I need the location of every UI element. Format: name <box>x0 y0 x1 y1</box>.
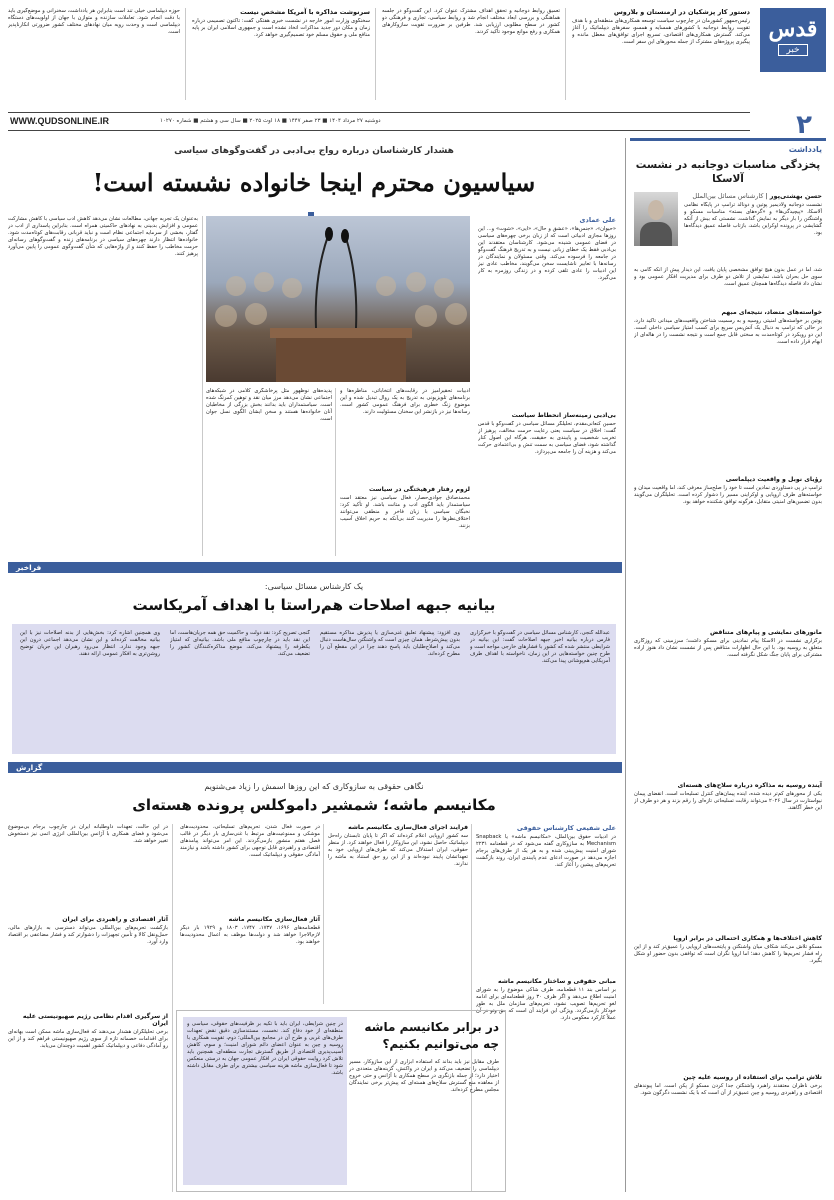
sidebar-label: یادداشت <box>788 145 822 154</box>
sidebar-author-role: کارشناس مسائل بین‌الملل <box>692 192 764 200</box>
lead-text: حسین کنعانی‌مقدم، تحلیلگر مسائل سیاسی در گفت‌وگو با قدس گفت: اخلاق در سیاست یعنی رعایت حرمت مخالف، پرهیز از تخریب شخصیت و پایبندی به حقیقت. هرگاه این اصول کنار گذاشته شود، فضای سیاسی به سمت تنش و بی‌اعتمادی حرکت می‌کند و هزینه آن را جامعه می‌پردازد. <box>478 421 616 455</box>
sidebar-intro-cont: شد، اما در عمل بدون هیچ توافق مشخصی پایان یافت. این دیدار پیش از آنکه گامی به سوی حل بحران باشد، نمایشی از تلاش دو طرف برای مدیریت افکار عمومی بود و نشان داد فاصله دیدگاه‌ها همچنان عمیق است. <box>634 267 822 287</box>
sidebar-intro: نشست دوجانبه ولادیمیر پوتین و دونالد ترامپ در پایگاه نظامی آلاسکا، «پیچیدگی‌ها» و «گره‌های بسته» مناسبات مسکو و واشنگتن را بار دیگر به نمایش گذاشت. نشستی که بیش از آنکه گشایشی در پرونده اوکراین باشد، بازتاب فاصله عمیق دیدگاه‌ها بود. <box>684 202 822 236</box>
top-item-title: سرنوشت مذاکره با آمریکا مشخص نیست <box>240 8 370 16</box>
lead-text: محمدصادق جوادی‌حصار، فعال سیاسی نیز معتقد است سیاستمدار باید الگوی ادب و متانت باشد. او تأکید کرد: نخبگان سیاسی با زبان فاخر و منطقی می‌توانند اختلاف‌نظرها را مدیریت کنند بی‌آنکه به حریم اخلاق آسیب بزنند. <box>340 495 470 529</box>
middle-col: گنجی تصریح کرد: نقد دولت و حاکمیت حق همه جریان‌هاست، اما این نقد باید در چارچوب منافع ملی باشد. بیانیه‌ای که امتیاز یکطرفه را پیشنهاد می‌کند، موضع مذاکره‌کنندگان کشور را تضعیف می‌کند. <box>170 630 310 657</box>
sidebar-section <box>634 309 822 472</box>
sidebar-section <box>634 476 822 625</box>
report-col-4 <box>8 824 168 1183</box>
sidebar-section <box>634 629 822 778</box>
report-col-2 <box>328 824 468 1001</box>
report-col-3 <box>180 824 320 995</box>
lead-byline: علی عمادی <box>579 216 616 224</box>
middle-body <box>12 624 616 754</box>
website-link[interactable]: WWW.QUDSONLINE.IR <box>10 116 109 126</box>
report-text: در این حالت، تعهدات داوطلبانه ایران در چارچوب برجام بی‌موضوع می‌شود و فضای همکاری با آژانس بین‌المللی انرژی اتمی نیز دستخوش تغییر خواهد شد. <box>8 824 168 844</box>
report-text: قطعنامه‌های ۱۶۹۶، ۱۷۳۷، ۱۷۴۷، ۱۸۰۳ و ۱۹۲۹ بار دیگر لازم‌الاجرا خواهد شد و دولت‌ها موظف به اعمال محدودیت‌ها خواهند بود. <box>180 925 320 945</box>
lead-subhead: بی‌ادبی زمینه‌ساز انحطاط سیاست <box>511 412 616 419</box>
sidebar-section <box>634 782 822 931</box>
sidebar-section-text: برگزاری نشست در آلاسکا پیام نمادینی برای مسکو داشت؛ سرزمینی که روزگاری متعلق به روسیه بود. با این حال اظهارات متناقض پس از نشست نشان داد هنوز اراده مشترکی برای پایان جنگ شکل نگرفته است. <box>634 638 822 658</box>
report-subhead: آثار اقتصادی و راهبردی برای ایران <box>62 916 168 923</box>
sidebar-section-text: پوتین بر خواسته‌های امنیتی روسیه و به رسمیت شناختن واقعیت‌های میدانی تأکید دارد، در حالی که ترامپ به دنبال یک آتش‌بس سریع برای کسب امتیاز سیاسی داخلی است. این دو رویکرد در کوتاه‌مدت به سختی قابل جمع است و نتیجه نشست را در هاله‌ای از ابهام قرار داده است. <box>634 318 822 345</box>
report-text: در صورت فعال شدن، تحریم‌های تسلیحاتی، محدودیت‌های موشکی و ممنوعیت‌های مرتبط با غنی‌سازی بار دیگر در قالب فصل هفتم منشور بازمی‌گردند. این امر می‌تواند پیامدهای اقتصادی و راهبردی قابل توجهی برای کشور داشته باشد و نیازمند آمادگی حقوقی و دیپلماتیک است. <box>180 824 320 858</box>
report-subhead: آثار فعال‌سازی مکانیسم ماشه <box>228 916 320 923</box>
top-item-title: دستور کار پزشکیان در ارمنستان و بلاروس <box>613 8 750 16</box>
top-item-text: سخنگوی وزارت امور خارجه در نشست خبری هفتگی گفت: تاکنون تصمیمی درباره زمان و مکان دور جدید مذاکرات اتخاذ نشده است و جمهوری اسلامی ایران بر پایه منافع ملی و حقوق مسلم خود تصمیم‌گیری خواهد کرد. <box>192 18 370 38</box>
lead-col-3 <box>206 388 332 556</box>
middle-col: وی همچنین اشاره کرد: بخش‌هایی از بدنه اصلاحات نیز با این بیانیه مخالفت کرده‌اند و این نشان می‌دهد اجماعی درون این جبهه وجود ندارد. انتظار می‌رود رهبران این جریان توضیح روشن‌تری به افکار عمومی ارائه دهند. <box>20 630 160 657</box>
lead-kicker: هشدار کارشناسان درباره رواج بی‌ادبی در گفت‌وگوهای سیاسی <box>174 146 454 156</box>
top-item-text: تعمیق روابط دوجانبه و تحقق اهداف مشترک عنوان کرد. این گفت‌وگو در جلسه هماهنگی و بررسی ابعاد مختلف انجام شد و روابط سیاسی، تجاری و فرهنگی دو کشور در سطح مطلوبی ارزیابی شد. طرفین بر ضرورت تقویت سازوکارهای همکاری و رفع موانع موجود تأکید کردند. <box>382 8 560 35</box>
sidebar-section <box>634 1074 822 1195</box>
report-text: بازگشت تحریم‌های بین‌المللی می‌تواند دسترسی به بازارهای مالی، حمل‌ونقل کالا و تأمین تجهیزات را دشوارتر کند و فشار مضاعفی بر اقتصاد وارد آورد. <box>8 925 168 945</box>
sidebar-author: حسن بهشتی‌پور <box>769 192 822 200</box>
lead-text: به‌عنوان یک تجربه جهانی، مطالعات نشان می‌دهد کاهش ادب سیاسی با کاهش مشارکت عمومی و افزایش بدبینی به نهادهای حاکمیتی همراه است. بنابراین پاسداری از ادب در گفتار، بخشی از سرمایه اجتماعی نظام است و نباید قربانی رقابت‌های کوتاه‌مدت شود. خانواده‌ها انتظار دارند چهره‌های سیاسی در برنامه‌های زنده و گفت‌وگوهای رسانه‌ای حرمت مخاطب را حفظ کنند و از واژه‌هایی که شأن گفت‌وگوی عمومی را پایین می‌آورد پرهیز کنند. <box>8 216 198 257</box>
logo-sub: خبر <box>778 44 808 56</box>
sidebar-title: پخزدگی مناسبات دوجانبه در نشست آلاسکا <box>635 159 821 185</box>
report-box-text-cont: طرف مقابل نیز باید بداند که استفاده ابزاری از این سازوکار، مسیر دیپلماسی را تضعیف می‌کند و ایران در واکنش، گزینه‌های متعددی در اختیار دارد؛ از جمله بازنگری در سطح همکاری با آژانس و حتی خروج از معاهده منع گسترش سلاح‌های هسته‌ای که پیش‌تر برخی نمایندگان مجلس مطرح کرده‌اند. <box>349 1059 499 1093</box>
report-text: سه کشور اروپایی اعلام کرده‌اند که اگر تا پایان تابستان راه‌حل دیپلماتیک حاصل نشود، این سازوکار را فعال خواهند کرد. از منظر حقوقی، ایران استدلال می‌کند که طرف‌های اروپایی خود به تعهداتشان پایبند نبوده‌اند و از این رو حق استناد به ماشه را ندارند. <box>328 833 468 867</box>
author-photo <box>634 192 678 246</box>
middle-col: عبدالله گنجی، کارشناس مسائل سیاسی در گفت‌وگو با خبرگزاری فارس درباره بیانیه اخیر جبهه اصلاحات گفت: این بیانیه در شرایطی منتشر شده که کشور با فشارهای خارجی مواجه است و طرح چنین خواسته‌هایی در این زمان، ناخواسته با اهداف طرف آمریکایی هم‌پوشانی پیدا می‌کند. <box>470 630 610 664</box>
report-box-text: در چنین شرایطی، ایران باید با تکیه بر ظرفیت‌های حقوقی، سیاسی و منطقه‌ای از خود دفاع کند. نخست، مستندسازی دقیق نقض تعهدات طرف‌های غربی و طرح آن در مجامع بین‌المللی؛ دوم، تقویت همکاری با روسیه و چین به عنوان اعضای دائم شورای امنیت؛ و سوم، کاهش آسیب‌پذیری اقتصادی از طریق گسترش تجارت منطقه‌ای. همچنین باید تلاش کرد روایت حقوقی ایران در افکار عمومی جهان به درستی منعکس شود تا فعال‌سازی ماشه هزینه سیاسی بیشتری برای طرف مقابل داشته باشد. <box>187 1021 343 1076</box>
lead-headline: سیاسیون محترم اینجا خانواده نشسته است! <box>92 168 536 197</box>
middle-headline: بیانیه جبهه اصلاحات هم‌راستا با اهداف آمریکاست <box>132 596 496 614</box>
lead-col-2 <box>340 388 470 555</box>
top-item-text: رئیس‌جمهور کشورمان در چارچوب سیاست توسعه همکاری‌های منطقه‌ای و با هدف تقویت روابط دوجانبه با کشورهای همسایه و همسو، سفرهای دیپلماتیک را آغاز می‌کند. گسترش همکاری‌های اقتصادی، تسریع اجرای توافق‌های معطل مانده و پیگیری پروژه‌های مشترک از جمله محورهای این سفر است. <box>572 18 750 45</box>
top-strip <box>8 8 750 106</box>
section-bar-label: گزارش <box>16 763 43 772</box>
page-number: ۲ <box>796 110 812 140</box>
sidebar-section-text: ترامپ در پی دستاوردی نمادین است تا خود را صلح‌ساز معرفی کند، اما واقعیت میدان و خواسته‌های طرف اروپایی و اوکراینی مسیر را دشوار کرده است. تحلیلگران می‌گویند بدون تضمین‌های امنیتی متقابل، هرگونه توافق شکننده خواهد بود. <box>634 485 822 505</box>
top-item-2 <box>382 8 560 78</box>
section-bar-label: فراخبر <box>16 563 42 572</box>
report-text: در ادبیات حقوق بین‌الملل، «مکانیسم ماشه» یا Snapback Mechanism به سازوکاری گفته می‌شود که در قطعنامه ۲۲۳۱ شورای امنیت پیش‌بینی شده و به هر یک از طرف‌های برجام اجازه می‌دهد در صورت ادعای عدم پایبندی ایران، روند بازگشت تحریم‌های پیشین را آغاز کند. <box>476 834 616 868</box>
logo <box>760 8 826 72</box>
report-text: بر اساس بند ۱۱ قطعنامه، طرف شاکی موضوع را به شورای امنیت اطلاع می‌دهد و اگر ظرف ۳۰ روز قطعنامه‌ای برای ادامه لغو تحریم‌ها تصویب نشود، تحریم‌های سازمان ملل به طور خودکار بازمی‌گردد. ویژگی این فرایند آن است که حق وتو در آن عملاً کارکرد معکوس دارد. <box>476 987 616 1021</box>
sidebar-section-text: برخی ناظران معتقدند راهبرد واشنگتن جدا کردن مسکو از پکن است. اما پیوندهای اقتصادی و راهبردی روسیه و چین عمیق‌تر از آن است که با یک نشست دگرگون شود. <box>634 1083 822 1096</box>
lead-text: ادبیات تحقیرآمیز در رقابت‌های انتخاباتی، مناظره‌ها و برنامه‌های تلویزیونی به تدریج به یک روال تبدیل شده و این موضوع زنگ خطری برای فرهنگ عمومی کشور است. رسانه‌ها نیز در بازنشر این سخنان مسئولیت دارند. <box>340 388 470 415</box>
report-subhead: از سرگیری اقدام نظامی رژیم صهیونیستی علیه ایران <box>22 1013 168 1027</box>
top-item-1 <box>572 8 750 78</box>
top-item-4 <box>8 8 180 78</box>
sidebar-section-title: تلاش ترامپ برای استفاده از روسیه علیه چین <box>683 1074 822 1081</box>
lead-photo <box>206 216 470 382</box>
dateline: دوشنبه ۲۷ مرداد ۱۴۰۴ ■ ۲۳ صفر ۱۴۴۷ ■ ۱۸ اوت ۲۰۲۵ ■ سال سی و هشتم ■ شماره ۱۰۲۷۰ <box>160 118 381 124</box>
middle-kicker: یک کارشناس مسائل سیاسی: <box>264 582 364 591</box>
report-subhead: فرایند اجرای فعال‌سازی مکانیسم ماشه <box>348 824 468 831</box>
report-box-title: در برابر مکانیسم ماشه چه می‌توانیم بکنیم؟ <box>364 1020 499 1051</box>
report-text: برخی تحلیلگران هشدار می‌دهند که فعال‌سازی ماشه ممکن است بهانه‌ای برای اقدامات خصمانه تازه از سوی رژیم صهیونیستی فراهم کند و از این رو آمادگی دفاعی و دیپلماتیک کشور اهمیت دوچندان می‌یابد. <box>8 1029 168 1049</box>
sidebar-section <box>634 935 822 1070</box>
sidebar-section-title: خواسته‌های متضاد، نتیجه‌ای مبهم <box>721 309 822 316</box>
sidebar-section-title: آینده روسیه به مذاکره درباره سلاح‌های هسته‌ای <box>677 782 822 789</box>
top-item-3 <box>192 8 370 78</box>
lead-subhead: لزوم رفتار فرهیختگی در سیاست <box>368 486 470 493</box>
lead-text: پدیده‌های نوظهور مثل پرخاشگری کلامی در شبکه‌های اجتماعی نشان می‌دهد مرز میان نقد و توهین کمرنگ شده است. سیاستمداران باید بدانند بخش بزرگی از مخاطبان آنان خانواده‌ها هستند و سخن ایشان الگوی نسل جوان است. <box>206 388 332 422</box>
lead-col-1 <box>478 216 616 596</box>
report-byline: علی شفیعی کارشناس حقوقی <box>516 824 616 832</box>
top-item-text: حوزه دیپلماسی خیلی تند است بنابراین هر یادداشت، سخنرانی و موضع‌گیری باید با دقت انجام شود. تعاملات سازنده و متوازن با جهان از اولویت‌های دستگاه دیپلماسی است و وحدت رویه میان نهادهای مختلف کشور ضرورتی انکارناپذیر است. <box>8 8 180 35</box>
section-bar-report <box>8 762 622 773</box>
sidebar-section-title: کاهش اختلاف‌ها و همکاری احتمالی در برابر اروپا <box>673 935 822 942</box>
lead-text: «حیوان»، «جنس‌ها»، «عشق و حال»، «آیی»، «شوت» و... این روزها مجازی ادبیاتی است که از زبان برخی چهره‌های سیاسی در فضای عمومی شنیده می‌شود. کارشناسان معتقدند این بی‌ادبی فقط یک خطای زبانی نیست و به تدریج فرهنگ گفت‌وگو در جامعه را فرسوده می‌کند. وقتی مسئولان و نمایندگان در رسانه‌ها با تعابیر ناشایست سخن می‌گویند، مخاطب عادی نیز این ادبیات را عادی تلقی کرده و در زندگی روزمره به کار می‌گیرد. <box>478 226 616 281</box>
logo-text: قدس <box>768 16 818 42</box>
podium-microphones-icon <box>206 216 470 382</box>
report-kicker: نگاهی حقوقی به سازوکاری که این روزها اسمش را زیاد می‌شنویم <box>204 782 424 791</box>
section-bar-faraghabar <box>8 562 622 573</box>
sidebar-section-text: یکی از محورهای کم‌تر دیده شده، آینده پیمان‌های کنترل تسلیحات است. انقضای پیمان نیواستارت در سال ۲۰۲۶ می‌تواند رقابت تسلیحاتی تازه‌ای را رقم بزند و هر دو طرف از این خطر آگاهند. <box>634 791 822 811</box>
report-headline: مکانیسم ماشه؛ شمشیر داموکلس پرونده هسته‌ای <box>132 796 496 814</box>
middle-col: وی افزود: پیشنهاد تعلیق غنی‌سازی یا پذیرش مذاکره مستقیم بدون پیش‌شرط، همان چیزی است که واشنگتن سال‌هاست دنبال می‌کند و اصلاح‌طلبان باید پاسخ دهند چرا در این مقطع آن را مطرح کرده‌اند. <box>320 630 460 657</box>
report-box <box>176 1010 506 1192</box>
lead-col-4 <box>8 216 198 556</box>
sidebar-section-text: مسکو تلاش می‌کند شکاف میان واشنگتن و پایتخت‌های اروپایی را عمیق‌تر کند و از این راه فشار تحریم‌ها را کاهش دهد؛ اما اروپا نگران است که توافقی بدون حضور او شکل بگیرد. <box>634 944 822 964</box>
report-subhead: مبانی حقوقی و ساختار مکانیسم ماشه <box>497 978 616 985</box>
report-box-body <box>183 1017 347 1185</box>
sidebar-section-title: مانورهای نمایشی و پیام‌های متناقض <box>709 629 822 636</box>
sidebar: یادداشت پخزدگی مناسبات دوجانبه در نشست آلاسکا حسن بهشتی‌پور | کارشناس مسائل بین‌الملل نشست دوجانبه ولادیمیر پوتین و دونالد ترامپ در پایگاه نظامی آلاسکا، «پیچیدگی‌ها» و «گره‌های بسته» مناسبات مسکو و واشنگتن را بار دیگر به نمایش گذاشت. نشستی که بیش از آنکه گشایشی در پرونده اوکراین باشد، بازتاب فاصله عمیق دیدگاه‌ها بود. شد، اما در عمل بدون هیچ توافق مشخصی پایان یافت. این دیدار پیش از آنکه گامی به سوی حل بحران باشد، نمایشی از تلاش دو طرف برای مدیریت افکار عمومی بود و نشان داد فاصله دیدگاه‌ها همچنان عمیق است. خواسته‌های متضاد، نتیجه‌ای مبهم پوتین بر خواسته‌های امنیتی روسیه و به رسمیت شناختن واقعیت‌های میدانی تأکید دارد، در حالی که ترامپ به دنبال یک آتش‌بس سریع برای کسب امتیاز سیاسی داخلی است. این دو رویکرد در کوتاه‌مدت به سختی قابل جمع است و نتیجه نشست را در هاله‌ای از ابهام قرار داده است. رؤیای نوبل و واقعیت دیپلماسی ترامپ در پی دستاوردی نمادین است تا خود را صلح‌ساز معرفی کند، اما واقعیت میدان و خواسته‌های طرف اروپایی و اوکراینی مسیر را دشوار کرده است. تحلیلگران می‌گویند بدون تضمین‌های امنیتی متقابل، هرگونه توافق شکننده خواهد بود. مانورهای نمایشی و پیام‌های متناقض برگزاری نشست در آلاسکا پیام نمادینی برای مسکو داشت؛ سرزمینی که روزگاری متعلق به روسیه بود. با این حال اظهارات متناقض پس از نشست نشان داد هنوز اراده مشترکی برای پایان جنگ شکل نگرفته است. آینده روسیه به مذاکره درباره سلاح‌های هسته‌ای یکی از محورهای کم‌تر دیده شده، آینده پیمان‌های کنترل تسلیحات است. انقضای پیمان نیواستارت در سال ۲۰۲۶ می‌تواند رقابت تسلیحاتی تازه‌ای را رقم بزند و هر دو طرف از این خطر آگاهند. کاهش اختلاف‌ها و همکاری احتمالی در برابر اروپا مسکو تلاش می‌کند شکاف میان واشنگتن و پایتخت‌های اروپایی را عمیق‌تر کند و از این راه فشار تحریم‌ها را کاهش دهد؛ اما اروپا نگران است که توافقی بدون حضور او شکل بگیرد. تلاش ترامپ برای استفاده از روسیه علیه چین برخی ناظران معتقدند راهبرد واشنگتن جدا کردن مسکو از پکن است. اما پیوندهای اقتصادی و راهبردی روسیه و چین عمیق‌تر از آن است که با یک نشست دگرگون شود. <box>630 138 826 1192</box>
sidebar-section-title: رؤیای نوبل و واقعیت دیپلماسی <box>725 476 822 483</box>
